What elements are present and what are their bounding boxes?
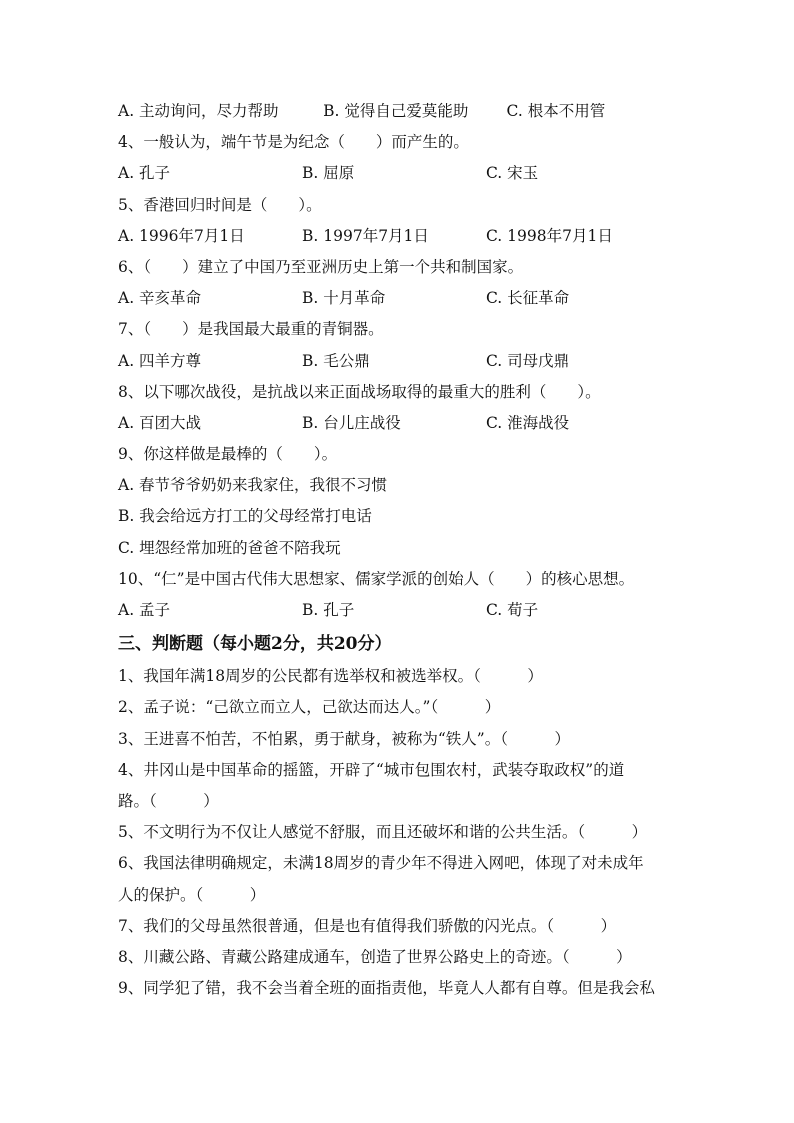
option-b: B. 我会给远方打工的父母经常打电话 (118, 507, 372, 526)
option-c: C. 宋玉 (486, 164, 539, 183)
question-stem: 5、香港回归时间是（ ）。 (118, 195, 322, 214)
option-b: B. 十月革命 (302, 289, 386, 308)
option-b: B. 孔子 (302, 601, 355, 619)
option-c: C. 埋怨经常加班的爸爸不陪我玩 (118, 538, 341, 557)
question-stem: 4、一般认为，端午节是为纪念（ ）而产生的。 (118, 133, 469, 152)
judgment-item-continued: 人的保护。（ ） (118, 885, 266, 904)
option-b: B. 台儿庄战役 (302, 413, 401, 432)
option-c: C. 荀子 (486, 601, 539, 619)
judgment-item: 7、我们的父母虽然很普通，但是也有值得我们骄傲的闪光点。（ ） (118, 916, 617, 935)
option-c: C. 司母戊鼎 (486, 351, 570, 370)
option-a: A. 春节爷爷奶奶来我家住，我很不习惯 (118, 476, 388, 495)
q3-options (118, 96, 688, 127)
question-stem: 6、（ ）建立了中国乃至亚洲历史上第一个共和制国家。 (118, 257, 524, 276)
option-a: A. 主动询问，尽力帮助 (118, 102, 279, 120)
section-title: 三、判断题（每小题2分，共20分） (118, 634, 392, 655)
judgment-item: 6、我国法律明确规定，未满18周岁的青少年不得进入网吧，体现了对未成年 (118, 854, 644, 873)
option-c: C. 长征革命 (486, 289, 570, 308)
question-stem: 9、你这样做是最棒的（ ）。 (118, 445, 338, 464)
judgment-item: 9、同学犯了错，我不会当着全班的面指责他，毕竟人人都有自尊。但是我会私 (118, 979, 655, 998)
question-stem: 8、以下哪次战役，是抗战以来正面战场取得的最重大的胜利（ ）。 (118, 382, 601, 401)
judgment-item: 2、孟子说：“己欲立而立人，己欲达而达人。”（ ） (118, 698, 501, 717)
option-a: A. 孟子 (118, 601, 171, 619)
question-options (118, 221, 688, 252)
judgment-item: 8、川藏公路、青藏公路建成通车，创造了世界公路史上的奇迹。（ ） (118, 947, 632, 966)
option-c: C. 1998年7月1日 (486, 226, 613, 245)
option-a: A. 百团大战 (118, 413, 202, 432)
judgment-item: 5、不文明行为不仅让人感觉不舒服，而且还破坏和谐的公共生活。（ ） (118, 823, 648, 842)
question-options (118, 283, 688, 314)
option-b: B. 屈原 (302, 164, 355, 183)
question-options (118, 158, 688, 189)
option-b: B. 1997年7月1日 (302, 226, 429, 245)
exam-page (118, 96, 688, 1004)
option-b: B. 毛公鼎 (302, 351, 370, 370)
option-a: A. 四羊方尊 (118, 351, 202, 370)
question-stem: 7、（ ）是我国最大最重的青铜器。 (118, 320, 384, 339)
option-a: A. 孔子 (118, 164, 171, 183)
question-options (118, 595, 688, 626)
option-c: C. 根本不用管 (506, 102, 606, 120)
judgment-item: 3、王进喜不怕苦，不怕累，勇于献身，被称为“铁人”。（ ） (118, 729, 570, 748)
question-options (118, 408, 688, 439)
judgment-item: 4、井冈山是中国革命的摇篮，开辟了“城市包围农村，武装夺取政权”的道 (118, 760, 625, 779)
option-c: C. 淮海战役 (486, 413, 570, 432)
option-a: A. 1996年7月1日 (118, 226, 245, 245)
option-b: B. 觉得自己爱莫能助 (323, 102, 469, 120)
judgment-item: 1、我国年满18周岁的公民都有选举权和被选举权。（ ） (118, 667, 543, 686)
option-a: A. 辛亥革命 (118, 289, 202, 308)
question-options (118, 346, 688, 377)
question-stem: 10、“仁”是中国古代伟大思想家、儒家学派的创始人（ ）的核心思想。 (118, 569, 635, 588)
judgment-item-continued: 路。（ ） (118, 791, 219, 810)
